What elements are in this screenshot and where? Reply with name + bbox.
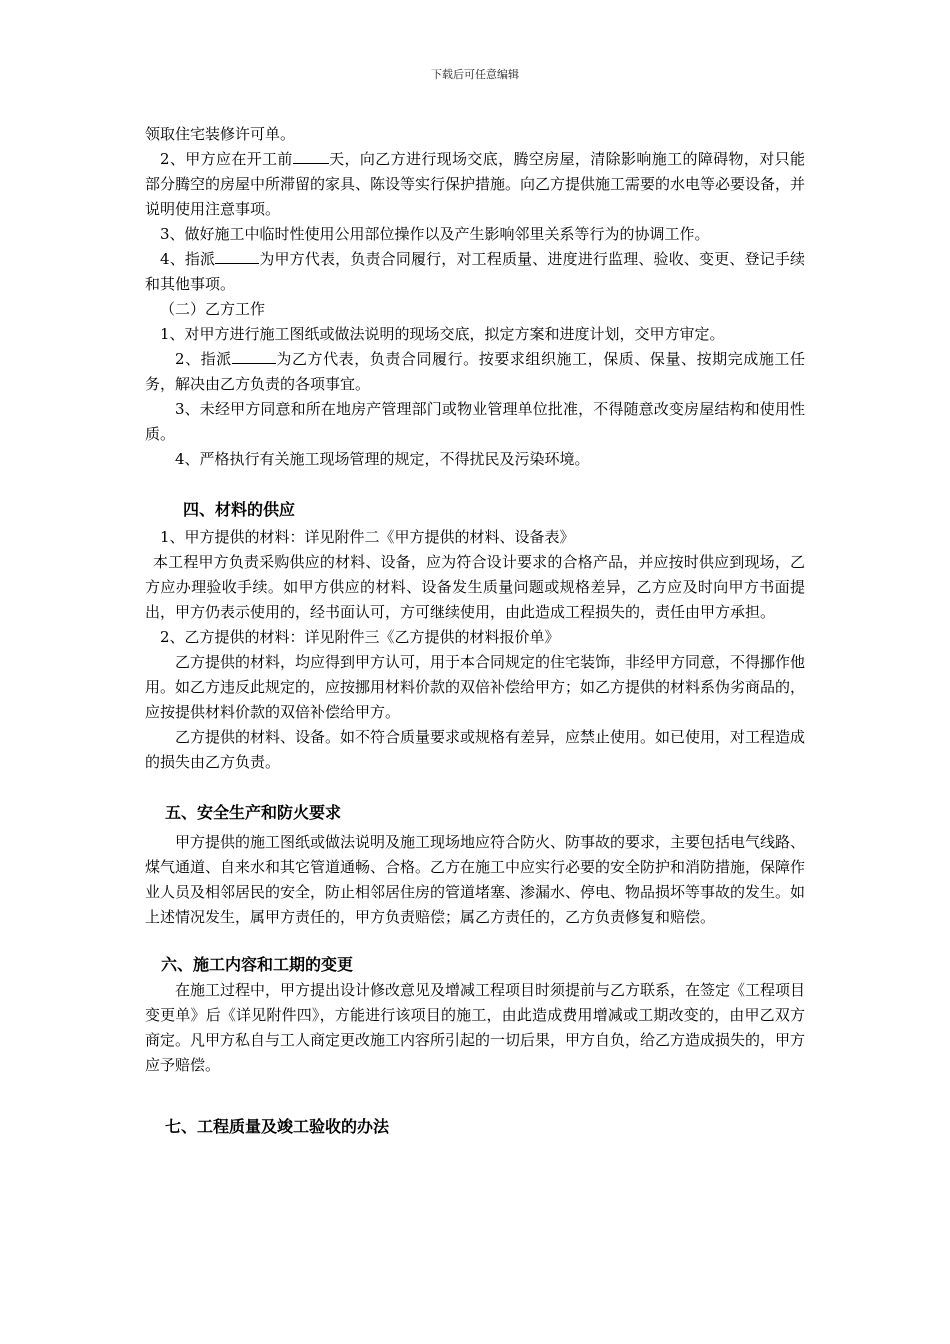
item-text: 2、甲方应在开工前 [160,150,293,168]
paragraph-materials-5: 乙方提供的材料、设备。如不符合质量要求或规格有差异，应禁止使用。如已使用，对工程造成的损失由乙方负责。 [145,728,806,771]
page-header: 下载后可任意编辑 [431,68,519,81]
item-text: 2、指派 [175,350,232,368]
section-heading-quality: 七、工程质量及竣工验收的办法 [165,1117,390,1136]
paragraph-materials-1: 1、甲方提供的材料：详见附件二《甲方提供的材料、设备表》 [160,528,575,546]
paragraph-materials-4: 乙方提供的材料，均应得到甲方认可，用于本合同规定的住宅装饰，非经甲方同意，不得挪作他用。如乙方违反此规定的，应按挪用材料价款的双倍补偿给甲方；如乙方提供的材料系伪劣商品的，应按提供材料价款的双倍补偿给甲方。 [145,653,806,721]
section-heading-changes: 六、施工内容和工期的变更 [161,955,354,974]
paragraph-changes-1: 在施工过程中，甲方提出设计修改意见及增减工程项目时须提前与乙方联系，在签定《工程项目变更单》后《详见附件四》，方能进行该项目的施工，由此造成费用增减或工期改变的，由甲乙双方商定。凡甲方私自与工人商定更改施工内容所引起的一切后果，甲方自负，给乙方造成损失的，甲方应予赔偿。 [145,981,806,1074]
paragraph-safety-1: 甲方提供的施工图纸或做法说明及施工现场地应符合防火、防事故的要求，主要包括电气线路、煤气通道、自来水和其它管道通畅、合格。乙方在施工中应实行必要的安全防护和消防措施，保障作业人员及相邻居民的安全，防止相邻居住房的管道堵塞、渗漏水、停电、物品损坏等事故的发生。如上述情况发生，属甲方责任的，甲方负责赔偿；属乙方责任的，乙方负责修复和赔偿。 [145,833,806,926]
paragraph-materials-3: 2、乙方提供的材料：详见附件三《乙方提供的材料报价单》 [160,628,560,646]
fill-blank-representative [215,247,259,264]
item-text: 4、指派 [160,250,216,268]
paragraph-party-b-item-2 [145,347,805,397]
document-body [145,122,805,1140]
section-heading-materials: 四、材料的供应 [183,500,296,519]
section-heading-safety: 五、安全生产和防火要求 [165,803,342,822]
paragraph-party-b-item-3: 3、未经甲方同意和所在地房产管理部门或物业管理单位批准，不得随意改变房屋结构和使用性质。 [145,400,805,443]
paragraph-party-a-item-4 [145,247,805,297]
paragraph-party-a-item-2 [145,147,805,222]
paragraph-materials-2: 本工程甲方负责采购供应的材料、设备，应为符合设计要求的合格产品，并应按时供应到现场，乙方应办理验收手续。如甲方供应的材料、设备发生质量问题或规格差异，乙方应及时向甲方书面提出，甲方仍表示使用的，经书面认可，方可继续使用，由此造成工程损失的，责任由甲方承担。 [145,553,805,621]
paragraph-party-b-item-1: 1、对甲方进行施工图纸或做法说明的现场交底，拟定方案和进度计划，交甲方审定。 [160,325,725,343]
paragraph-party-b-item-4: 4、严格执行有关施工现场管理的规定，不得扰民及污染环境。 [175,450,590,468]
fill-blank-representative [232,347,276,364]
subsection-title-party-b: （二）乙方工作 [160,300,266,318]
fill-blank-days [293,147,329,164]
item-text: 天，向乙方进行现场交底，腾空房屋，清除影响施工的障碍物，对只能部分腾空的房屋中所滞留的家具、陈设等实行保护措施。向乙方提供施工需要的水电等必要设备，并说明使用注意事项。 [145,150,806,218]
item-text: 为甲方代表，负责合同履行，对工程质量、进度进行监理、验收、变更、登记手续和其他事项。 [145,250,806,293]
paragraph-permit: 领取住宅装修许可单。 [145,125,296,143]
paragraph-party-a-item-3: 3、做好施工中临时性使用公用部位操作以及产生影响邻里关系等行为的协调工作。 [160,225,710,243]
item-text: 为乙方代表，负责合同履行。按要求组织施工，保质、保量、按期完成施工任务，解决由乙方负责的各项事宜。 [145,350,805,393]
